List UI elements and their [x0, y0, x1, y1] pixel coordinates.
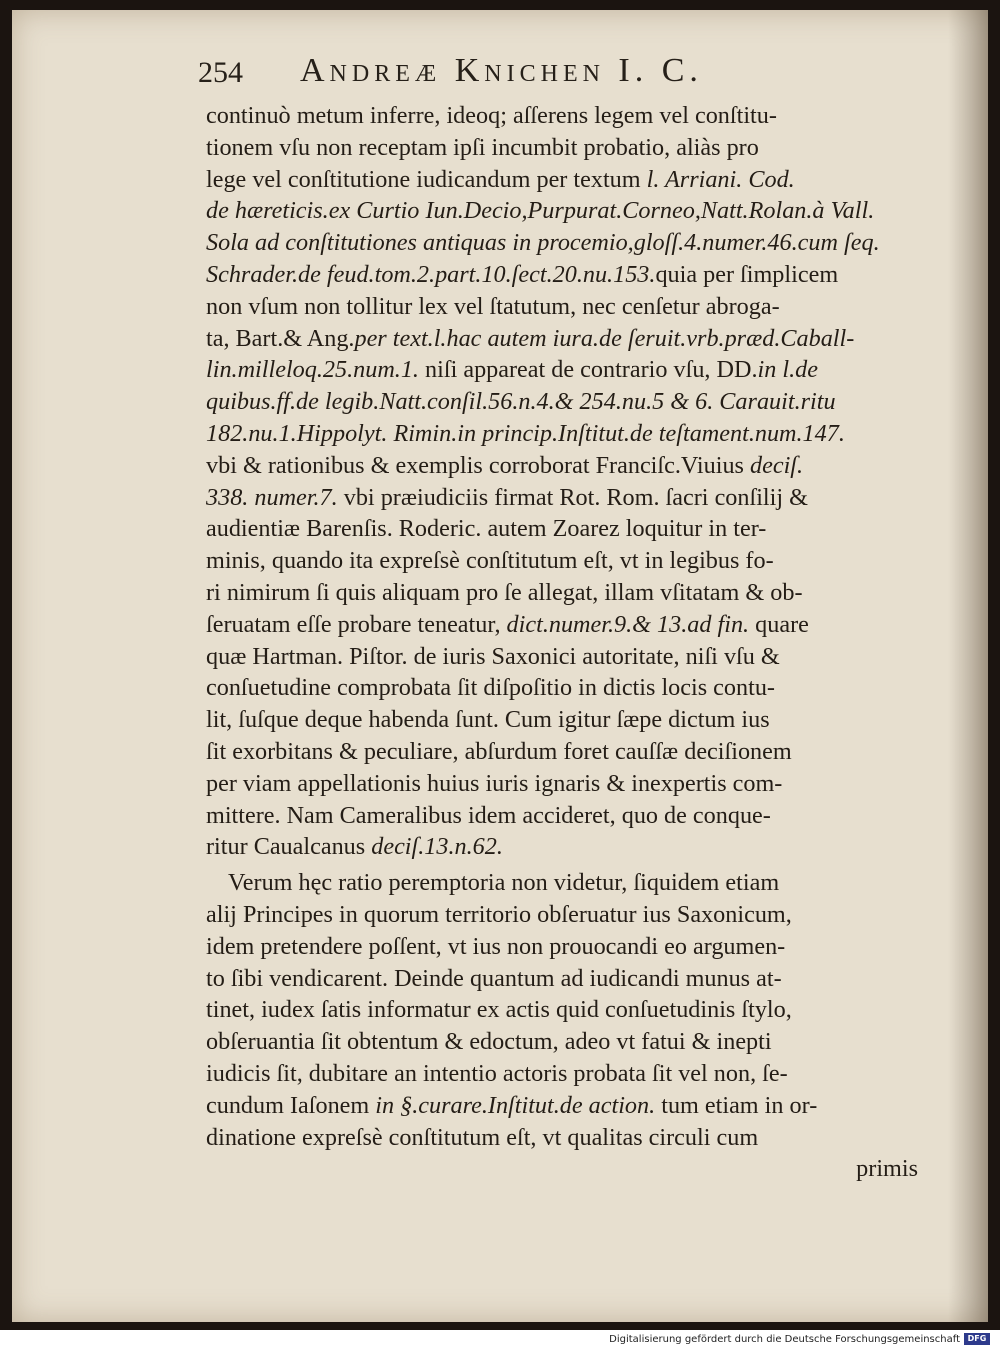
italic-citation: 182.nu.1.Hippolyt. Rimin.in princip.Inſtitut.de teſtament.num.147. — [206, 419, 845, 447]
text-line — [206, 513, 918, 545]
italic-citation: quibus.ff.de legib.Natt.conſil.56.n.4.& 254.nu.5 & 6. Carauit.ritu — [206, 388, 836, 416]
paragraph-1 — [206, 100, 918, 863]
text-line — [206, 768, 918, 800]
text-run: niſi appareat de contrario vſu, DD. — [418, 356, 758, 384]
italic-citation: dict.numer.9.& 13.ad fin. — [506, 610, 750, 638]
text-run: vbi præiudiciis firmat Rot. Rom. ſacri conſilij & — [337, 483, 808, 511]
italic-citation: 338. numer.7. — [206, 483, 338, 511]
text-line — [206, 609, 918, 641]
text-run: audientiæ Barenſis. Roderic. autem Zoarez loquitur in ter- — [206, 515, 767, 543]
text-run: cundum Iaſonem — [206, 1091, 376, 1119]
text-run: conſuetudine comprobata ſit diſpoſitio in dictis locis contu- — [206, 674, 775, 702]
page-gutter — [948, 10, 988, 1322]
text-run: tionem vſu non receptam ipſi incumbit probatio, aliàs pro — [206, 133, 759, 161]
text-run: ta, Bart.& Ang. — [206, 324, 355, 352]
page-number: 254 — [198, 56, 243, 89]
text-run: Verum hęc ratio peremptoria non videtur, ſiquidem etiam — [228, 869, 780, 897]
italic-citation: l. Arriani. Cod. — [646, 165, 795, 193]
text-line — [206, 577, 918, 609]
text-run: ritur Caualcanus — [206, 833, 372, 861]
text-run: quæ Hartman. Piſtor. de iuris Saxonici autoritate, niſi vſu & — [206, 642, 780, 670]
text-line — [206, 1058, 918, 1090]
italic-citation: per text.l.hac autem iura.de ſeruit.vrb.præd.Caball- — [354, 324, 855, 352]
text-line — [206, 800, 918, 832]
text-run: to ſibi vendicarent. Deinde quantum ad iudicandi munus at- — [206, 964, 782, 992]
italic-citation: de hæreticis.ex Curtio Iun.Decio,Purpurat.Corneo,Natt.Rolan.à Vall. — [206, 197, 875, 225]
text-line — [206, 931, 918, 963]
text-line — [206, 641, 918, 673]
footer-credit: Digitalisierung gefördert durch die Deutsche Forschungsgemeinschaft — [609, 1334, 960, 1345]
text-line — [206, 963, 918, 995]
text-line — [206, 259, 918, 291]
italic-citation: deciſ.13.n.62. — [371, 833, 503, 861]
text-line — [206, 418, 918, 450]
italic-citation: Sola ad conſtitutiones antiquas in procemio,gloſſ.4.numer.46.cum ſeq. — [206, 229, 880, 257]
text-line — [206, 736, 918, 768]
text-run: tum etiam in or- — [655, 1091, 818, 1119]
running-title: Andreæ Knichen I. C. — [300, 52, 703, 89]
text-run: ſeruatam eſſe probare teneatur, — [206, 610, 507, 638]
italic-citation: Schrader.de feud.tom.2.part.10.ſect.20.nu.153. — [206, 260, 656, 288]
text-run: ri nimirum ſi quis aliquam pro ſe allegat, illam vſitatam & ob- — [206, 578, 803, 606]
text-line — [206, 482, 918, 514]
text-run: iudicis ſit, dubitare an intentio actoris probata ſit vel non, ſe- — [206, 1059, 788, 1087]
text-run: mittere. Nam Cameralibus idem accideret, quo de conque- — [206, 801, 771, 829]
text-line — [206, 132, 918, 164]
text-run: obſeruantia ſit obtentum & edoctum, adeo vt fatui & inepti — [206, 1028, 772, 1056]
text-run: non vſum non tollitur lex vel ſtatutum, nec cenſetur abroga- — [206, 292, 780, 320]
text-line — [206, 323, 918, 355]
text-line — [206, 386, 918, 418]
text-run: continuò metum inferre, ideoq; aſſerens legem vel conſtitu- — [206, 102, 777, 129]
text-line — [206, 100, 918, 132]
text-run: idem pretendere poſſent, vt ius non prouocandi eo argumen- — [206, 932, 786, 960]
text-run: quare — [749, 610, 809, 638]
italic-citation: deciſ. — [750, 451, 804, 479]
text-line — [206, 545, 918, 577]
text-line — [206, 195, 918, 227]
running-head — [198, 52, 918, 96]
body-text — [206, 100, 918, 1185]
text-line — [206, 164, 918, 196]
text-line — [206, 227, 918, 259]
text-line — [206, 867, 918, 899]
text-line — [206, 899, 918, 931]
text-run: quia per ſimplicem — [655, 260, 839, 288]
italic-citation: in l.de — [757, 356, 818, 384]
italic-citation: lin.milleloq.25.num.1. — [206, 356, 419, 384]
text-run: dinatione expreſsè conſtitutum eſt, vt qualitas circuli cum — [206, 1123, 759, 1151]
text-run: minis, quando ita expreſsè conſtitutum eſt, vt in legibus fo- — [206, 547, 774, 575]
text-run: tinet, iudex ſatis informatur ex actis quid conſuetudinis ſtylo, — [206, 996, 792, 1024]
italic-citation: in §.curare.Inſtitut.de action. — [375, 1091, 656, 1119]
text-line — [206, 994, 918, 1026]
text-line — [206, 1122, 918, 1154]
text-line — [206, 354, 918, 386]
catchword-text: primis — [856, 1155, 918, 1183]
text-line — [206, 291, 918, 323]
text-line — [206, 1090, 918, 1122]
text-run: vbi & rationibus & exemplis corroborat Franciſc.Viuius — [206, 451, 751, 479]
text-line — [206, 1026, 918, 1058]
text-line — [206, 672, 918, 704]
text-line — [206, 450, 918, 482]
text-run: alij Principes in quorum territorio obſeruatur ius Saxonicum, — [206, 900, 792, 928]
catchword — [206, 1153, 918, 1185]
paragraph-2 — [206, 867, 918, 1153]
text-run: ſit exorbitans & peculiare, abſurdum foret cauſſæ deciſionem — [206, 737, 792, 765]
text-run: lit, ſuſque deque habenda ſunt. Cum igitur ſæpe dictum ius — [206, 706, 770, 734]
text-run: lege vel conſtitutione iudicandum per textum — [206, 165, 647, 193]
text-line — [206, 704, 918, 736]
text-run: per viam appellationis huius iuris ignaris & inexpertis com- — [206, 769, 783, 797]
dfg-logo: DFG — [964, 1333, 990, 1345]
text-line — [206, 831, 918, 863]
